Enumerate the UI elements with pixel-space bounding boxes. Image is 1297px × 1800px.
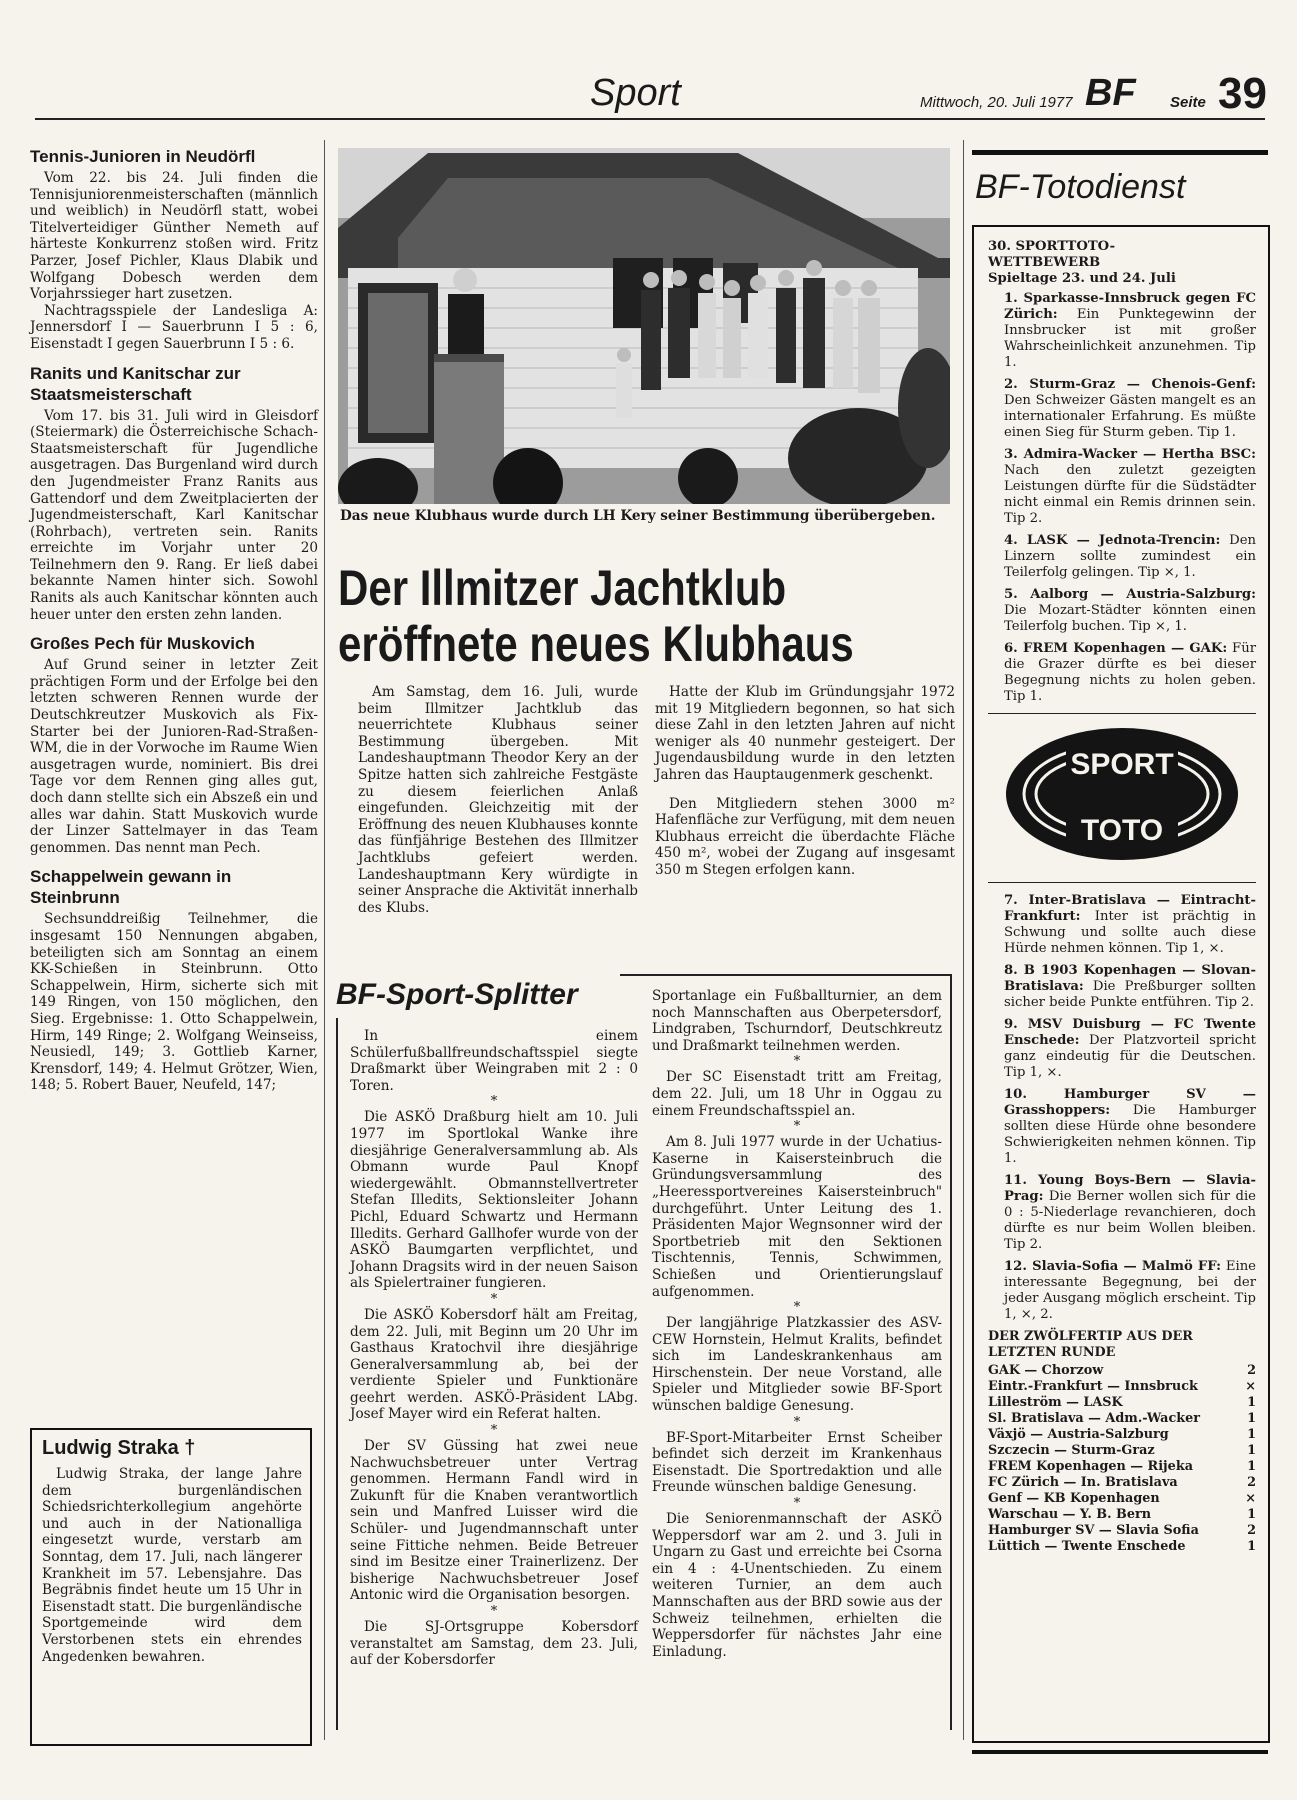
article-text: Am Samstag, dem 16. Juli, wurde beim Illmitzer Jachtklub das neuerrichtete Klubhaus seiner Bestimmung übergeben. Mit Landeshauptmann Theodor Kery an der Spitze hatten sich zahlreiche Festgäste zu diesem feierlichen Anlaß eingefunden. Gleichzeitig mit der Eröffnung des neuen Klubhauses konnte das fünfjährige Bestehen des Illmitzer Jachtklubs gefeiert werden. Landeshauptmann Kery würdigte in seiner Ansprache die Aktivität innerhalb des Klubs. [358,684,638,916]
result-tip: 1 [1247,1507,1256,1522]
result-tip: 1 [1247,1459,1256,1474]
column-rule [324,140,325,1740]
result-row [988,1363,1256,1379]
article-shooting [30,866,318,1094]
splitter-item: In einem Schülerfußballfreundschaftsspiel siegte Draßmarkt über Weingraben mit 2 : 0 Toren. [350,1028,638,1094]
result-row [988,1507,1256,1523]
sport-toto-logo-image [1002,724,1242,864]
toto-tip [988,1173,1256,1253]
page-label: Seite [1170,94,1206,111]
result-match: Lüttich — Twente Enschede [988,1539,1186,1554]
result-row [988,1443,1256,1459]
separator-star: * [793,1054,801,1070]
result-match: GAK — Chorzow [988,1363,1104,1378]
result-row [988,1539,1256,1555]
tip-match: 2. Sturm-Graz — Chenois-Genf: [1004,377,1256,392]
separator-star: * [793,1414,801,1430]
splitter-item: Der SV Güssing hat zwei neue Nachwuchsbetreuer unter Vertrag genommen. Hermann Fandl wird in Zukunft für die Knaben verantwortlich sein und Manfred Luisser wird die Schüler- und Jugendmannschaft unter seine Fittiche nehmen. Beide Betreuer sind im Besitze einer Trainerlizenz. Der bisherige Nachwuchsbetreuer Josef Antonic wird die Organisation besorgen. [350,1438,638,1604]
tip-text: Den Linzern sollte zumindest ein Teilerfolg gelingen. Tip ×, 1. [1004,533,1256,580]
article-text: Auf Grund seiner in letzter Zeit prächtigen Form und der Erfolge bei den letzten schweren Rennen wurde der Deutschkreutzer Muskovich als Fix-Starter bei der Junioren-Rad-Straßen-WM, die in der Vorwoche im Raume Wien ausgetragen wurde, nominiert. Bis drei Tage vor dem Rennen ging alles gut, doch dann stellte sich ein Abszeß ein und alles war dahin. Statt Muskovich wurde der Linzer Sattelmayer in das Team genommen. Das nennt man Pech. [30,657,318,856]
toto-tip [988,447,1256,527]
result-row [988,1411,1256,1427]
toto-bottom-rule [972,1750,1268,1754]
separator-star: * [793,1119,801,1135]
tip-match: 5. Aalborg — Austria-Salzburg: [1004,587,1256,602]
toto-tip [988,291,1256,371]
result-match: Sl. Bratislava — Adm.-Wacker [988,1411,1201,1426]
result-match: Växjö — Austria-Salzburg [988,1427,1169,1442]
result-row [988,1395,1256,1411]
result-row [988,1379,1256,1395]
article-chess [30,363,318,624]
separator-star: * [793,1300,801,1316]
paper-logo: BF [1085,72,1136,114]
result-match: FC Zürich — In. Bratislava [988,1475,1178,1490]
headline-line: Der Illmitzer Jachtklub [338,560,787,616]
toto-tip [988,1259,1256,1323]
column-rule [963,140,964,1740]
toto-tip [988,1087,1256,1167]
result-row [988,1459,1256,1475]
splitter-title: BF-Sport-Splitter [336,978,578,1011]
tip-text: Inter ist prächtig in Schwung und sollte auch diese Hürde nehmen können. Tip 1, ×. [1004,909,1256,956]
separator-star: * [793,1496,801,1512]
toto-tip [988,587,1256,635]
article-title: Schappelwein gewann in Steinbrunn [30,867,232,908]
tip-text: Eine interessante Begegnung, bei der jeder Ausgang möglich erscheint. Tip 1, ×, 2. [1004,1259,1256,1322]
article-text: Den Mitgliedern stehen 3000 m² Hafenfläche zur Verfügung, mit dem neuen Klubhaus erreicht die überdachte Fläche 450 m², wobei der Zugang auf insgesamt 350 m Stegen erfolgen kann. [655,795,955,878]
tip-text: Den Schweizer Gästen mangelt es an internationaler Erfahrung. Es müßte einen Sieg für Sturm geben. Tip 1. [1004,393,1256,440]
splitter-item: Der langjährige Platzkassier des ASV-CEW Hornstein, Helmut Kralits, befindet sich im Landeskrankenhaus am Hirschenstein. Der neue Vorstand, alle Spieler und Mitglieder sowie BF-Sport wünschen baldige Genesung. [652,1315,942,1415]
tip-match: 9. MSV Duisburg — FC Twente Enschede: [1004,1017,1256,1048]
toto-tips-second [988,893,1256,1323]
page-header [35,62,1265,122]
tip-text: Nach den zuletzt gezeigten Leistungen dürfte für die Südstädter nicht einmal ein Remis drinnen sein. Tip 2. [1004,463,1256,526]
article-text: Sechsunddreißig Teilnehmer, die insgesamt 150 Nennungen abgaben, beteiligten sich am Sonntag an einem KK-Schießen in Steinbrunn. Otto Schappelwein, Hirm, sicherte sich mit 149 Ringen, von 150 möglichen, den Sieg. Ergebnisse: 1. Otto Schappelwein, Hirm, 149 Ringe; 2. Wolfgang Weinseiss, Neusiedl, 149; 3. Gottlieb Karner, Krensdorf, 149; 4. Helmut Grötzer, Wien, 148; 5. Robert Bauer, Neufeld, 147; [30,911,318,1094]
separator-star: * [490,1604,498,1619]
obituary-title: Ludwig Straka † [42,1437,196,1459]
toto-tip [988,893,1256,957]
sport-toto-logo [988,724,1256,868]
separator-star: * [490,1423,498,1439]
article-text: Vom 17. bis 31. Juli wird in Gleisdorf (Steiermark) die Österreichische Schach-Staatsmeisterschaft für Jugendliche ausgetragen. Das Burgenland wird durch den Jugendmeister Franz Ranits aus Gattendorf und dem Zweitplacierten der Jugendmeisterschaft, Karl Kanitschar (Rohrbach), vertreten sein. Ranits erreichte im Vorjahr unter 20 Teilnehmern den 9. Rang. Er ließ dabei bekannte Namen hinter sich. Sowohl Ranits als auch Kanitschar könnten auch heuer unter den ersten zehn landen. [30,407,318,623]
tip-text: Ein Punktegewinn der Innsbrucker ist mit großer Wahrscheinlichkeit anzunehmen. Tip 1. [1004,307,1256,370]
tip-text: Die Preßburger sollten sicher beide Punkte entführen. Tip 2. [1004,979,1256,1010]
section-title: Sport [590,72,681,114]
result-match: Genf — KB Kopenhagen [988,1491,1160,1506]
result-match: Hamburger SV — Slavia Sofia [988,1523,1199,1538]
result-tip: 1 [1247,1395,1256,1410]
result-row [988,1427,1256,1443]
result-tip: 2 [1247,1475,1256,1490]
tip-match: 1. Sparkasse-Innsbruck gegen FC Zürich: [1004,291,1256,322]
result-row [988,1475,1256,1491]
logo-text-top: SPORT [1070,748,1174,781]
toto-heading: 30. SPORTTOTO-WETTBEWERB [988,239,1116,270]
toto-divider [988,882,1256,883]
article-tennis [30,146,318,353]
result-tip: 1 [1247,1427,1256,1442]
toto-tip [988,377,1256,441]
obituary-text: Ludwig Straka, der lange Jahre dem burgenländischen Schiedsrichterkollegium angehörte und auch in der Nationalliga eingesetzt wurde, verstarb am Sonntag, dem 17. Juli, nach längerer Krankheit im 57. Lebensjahre. Das Begräbnis findet heute um 15 Uhr in Eisenstadt statt. Die burgenländische Sportgemeinde wird dem Verstorbenen stets ein ehrendes Angedenken bewahren. [42,1466,302,1665]
tip-match: 3. Admira-Wacker — Hertha BSC: [1004,447,1256,462]
result-row [988,1491,1256,1507]
page-number: 39 [1218,69,1267,118]
result-tip: 2 [1247,1363,1256,1378]
article-title: Tennis-Junioren in Neudörfl [30,147,256,166]
clubhouse-photo [338,148,950,504]
result-tip: 1 [1247,1411,1256,1426]
toto-tip [988,963,1256,1011]
toto-tip [988,641,1256,705]
toto-tips-first [988,291,1256,705]
result-tip: 2 [1247,1523,1256,1538]
splitter-item: Die Seniorenmannschaft der ASKÖ Weppersdorf war am 2. und 3. Juli in Ungarn zu Gast und erreichte bei Csorna ein 4 : 4-Unentschieden. Zu einem weiteren Turnier, an dem auch Mannschaften aus der BRD sowie aus der Schweiz teilnehmen, erhielten die Weppersdorfer für nächstes Jahr eine Einladung. [652,1511,942,1660]
splitter-item: Die ASKÖ Kobersdorf hält am Freitag, dem 22. Juli, mit Beginn um 20 Uhr im Gasthaus Kratochvil ihre diesjährige Generalversammlung ab, bei der verdiente Spieler und Funktionäre geehrt werden. ASKÖ-Präsident LAbg. Josef Mayer wird ein Referat halten. [350,1306,638,1423]
results-list [988,1363,1256,1555]
article-text: Vom 22. bis 24. Juli finden die Tennisjuniorenmeisterschaften (männlich und weiblich) in Neudörfl statt, wobei Titelverteidiger Günther Nemeth auf härteste Konkurrenz stoßen wird. Fritz Parzer, Josef Pichler, Klaus Dlabik und Wolfgang Dobesch werden dem Vorjahrssieger hart zusetzen. [30,170,318,303]
result-match: Szczecin — Sturm-Graz [988,1443,1155,1458]
splitter-item: Sportanlage ein Fußballturnier, an dem noch Mannschaften aus Oberpetersdorf, Lindgraben, Tschurndorf, Deutschkreutz und Draßmarkt teilnehmen werden. [652,988,942,1054]
photo-caption: Das neue Klubhaus wurde durch LH Kery seiner Bestimmung überübergeben. [340,508,936,524]
article-text: Nachtragsspiele der Landesliga A: Jennersdorf I — Sauerbrunn I 5 : 6, Eisenstadt I gegen Sauerbrunn I 5 : 6. [30,302,318,352]
main-headline [338,560,859,672]
logo-text-bottom: TOTO [1080,814,1164,847]
splitter-frame-right [950,974,952,1730]
splitter-item: Am 8. Juli 1977 wurde in der Uchatius-Kaserne in Kaisersteinbruch die Gründungsversammlung des „Heeressportvereines Kaisersteinbruch" durchgeführt. Unter Leitung des 1. Präsidenten Major Wegnsonner wird der Sportbetrieb mit den Sektionen Tischtennis, Tennis, Schwimmen, Schießen und Orientierungslauf aufgenommen. [652,1134,942,1300]
tip-match: 8. B 1903 Kopenhagen — Slovan-Bratislava: [1004,963,1256,994]
tip-match: 11. Young Boys-Bern — Slavia-Prag: [1004,1173,1256,1204]
tip-text: Die Hamburger sollten diese Hürde ohne besondere Schwierigkeiten nehmen können. Tip 1. [1004,1103,1256,1166]
result-tip: × [1245,1379,1256,1394]
left-column [30,132,318,1094]
result-match: Warschau — Y. B. Bern [988,1507,1152,1522]
main-article-col1 [358,684,638,916]
issue-date: Mittwoch, 20. Juli 1977 [920,94,1073,111]
article-cycling [30,633,318,856]
separator-star: * [490,1094,498,1110]
toto-subheading: Spieltage 23. und 24. Juli [988,271,1176,286]
splitter-col2 [652,988,942,1660]
tip-match: 6. FREM Kopenhagen — GAK: [1004,641,1228,656]
main-article-col2 [655,684,955,879]
splitter-item: Die ASKÖ Draßburg hielt am 10. Juli 1977 im Sportlokal Wanke ihre diesjährige Generalversammlung ab. Als Obmann wurde Paul Knopf wiedergewählt. Obmannstellvertreter Stefan Illedits, Sektionsleiter Johann Pichl, Eduard Schwartz und Hermann Illedits. Gerhard Gallhofer wurde von der ASKÖ Baumgarten verpflichtet, und Johann Dragsits wird in der neuen Saison als Spielertrainer fungieren. [350,1109,638,1292]
article-title: Ranits und Kanitschar zur Staatsmeisterschaft [30,363,241,404]
tip-match: 10. Hamburger SV — Grasshoppers: [1004,1087,1256,1118]
toto-box [972,225,1270,1743]
toto-divider [988,713,1256,714]
separator-star: * [490,1291,498,1307]
toto-tip [988,1017,1256,1081]
result-tip: 1 [1247,1539,1256,1554]
result-tip: 1 [1247,1443,1256,1458]
splitter-item: Der SC Eisenstadt tritt am Freitag, dem 22. Juli, um 18 Uhr in Oggau zu einem Freundschaftsspiel an. [652,1069,942,1119]
result-row [988,1523,1256,1539]
result-match: Lilleström — LASK [988,1395,1123,1410]
clubhouse-photo-image [338,148,950,504]
tip-match: 4. LASK — Jednota-Trencin: [1004,533,1221,548]
tip-text: Für die Grazer dürfte es bei dieser Begegnung nichts zu holen geben. Tip 1. [1004,641,1256,704]
toto-title: BF-Totodienst [975,168,1186,206]
splitter-frame-top [620,974,952,976]
toto-tip [988,533,1256,581]
article-title: Großes Pech für Muskovich [30,634,255,654]
tip-text: Die Berner wollen sich für die 0 : 5-Niederlage revanchieren, doch dürfte es nur beim Wollen bleiben. Tip 2. [1004,1189,1256,1252]
headline-line: eröffnete neues Klubhaus [338,616,854,672]
article-text: Hatte der Klub im Gründungsjahr 1972 mit 19 Mitgliedern begonnen, so hat sich diese Zahl in den letzten Jahren auf nicht weniger als 40 nunmehr gesteigert. Der Jugendausbildung wurde in den letzten Jahren das Hauptaugenmerk geschenkt. [655,684,955,783]
tip-match: 12. Slavia-Sofia — Malmö FF: [1004,1259,1222,1274]
tip-text: Die Mozart-Städter könnten einen Teilerfolg buchen. Tip ×, 1. [1004,603,1256,634]
obituary-box [30,1428,312,1746]
result-tip: × [1245,1491,1256,1506]
result-match: FREM Kopenhagen — Rijeka [988,1459,1193,1474]
tip-text: Der Platzvorteil spricht ganz eindeutig für die Deutschen. Tip 1, ×. [1004,1033,1256,1080]
splitter-frame-left [336,1018,338,1730]
results-title: DER ZWÖLFERTIP AUS DER LETZTEN RUNDE [988,1329,1193,1360]
splitter-col1 [350,1028,638,1669]
splitter-item: BF-Sport-Mitarbeiter Ernst Scheiber befindet sich derzeit im Krankenhaus Eisenstadt. Die Sportredaktion und alle Freunde wünschen baldige Genesung. [652,1429,942,1496]
result-match: Eintr.-Frankfurt — Innsbruck [988,1379,1198,1394]
toto-top-rule [972,150,1268,155]
splitter-item: Die SJ-Ortsgruppe Kobersdorf veranstaltet am Samstag, dem 23. Juli, auf der Kobersdorfer [350,1619,638,1669]
tip-match: 7. Inter-Bratislava — Eintracht-Frankfurt: [1004,893,1256,924]
header-rule [35,118,1265,120]
